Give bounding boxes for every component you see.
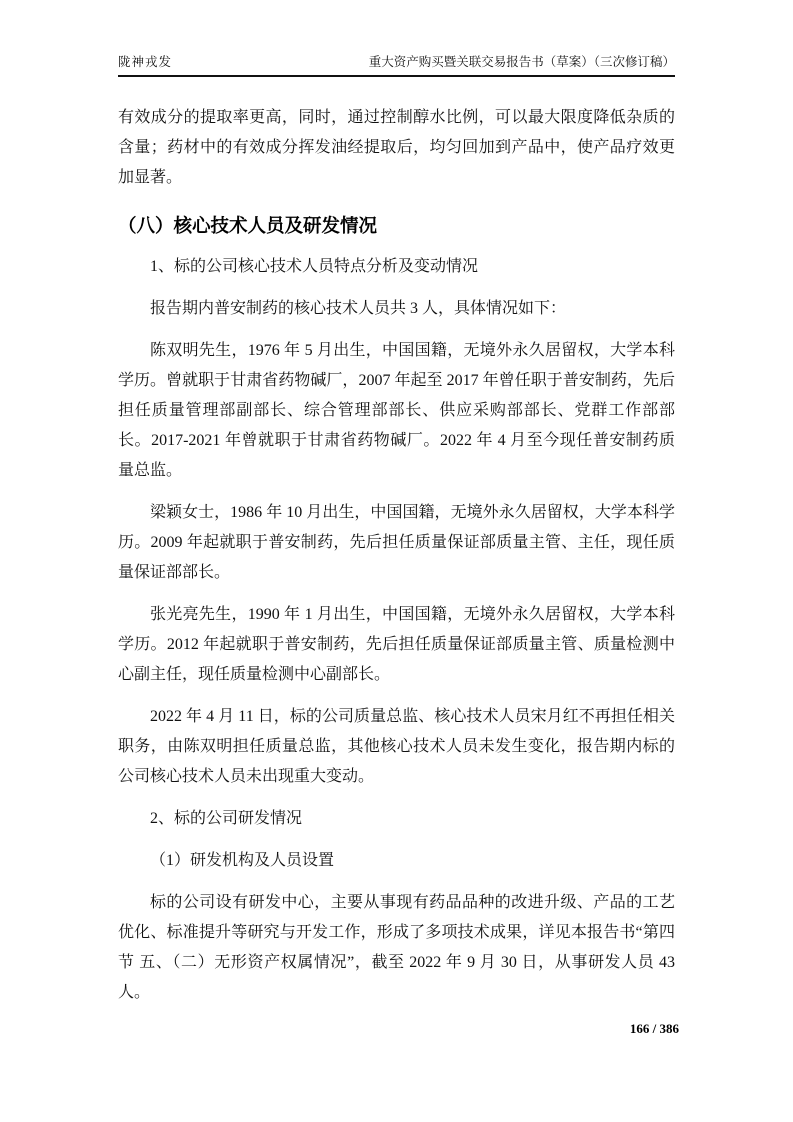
subsection-1-heading: 1、标的公司核心技术人员特点分析及变动情况 <box>150 258 479 275</box>
page-number: 166 / 386 <box>629 1021 679 1036</box>
intro-paragraph: 有效成分的提取率更高，同时，通过控制醇水比例，可以最大限度降低杂质的含量；药材中的有效成分挥发油经提取后，均匀回加到产品中，使产品疗效更加显著。 <box>118 109 675 186</box>
document-body <box>118 103 675 1008</box>
section-heading: （八）核心技术人员及研发情况 <box>118 215 378 236</box>
header-right-title: 重大资产购买暨关联交易报告书（草案）（三次修订稿） <box>368 55 675 69</box>
rd-overview-paragraph: 标的公司设有研发中心，主要从事现有药品品种的改进升级、产品的工艺优化、标准提升等研究与开发工作，形成了多项技术成果，详见本报告书“第四节 五、（二）无形资产权属情况”，截至 2022 年 9 月 30 日，从事研发人员 43 人。 <box>118 894 675 1001</box>
subsection-2-heading: 2、标的公司研发情况 <box>150 810 303 827</box>
overview-paragraph: 报告期内普安制药的核心技术人员共 3 人，具体情况如下： <box>150 300 567 317</box>
item-1-heading: （1）研发机构及人员设置 <box>150 852 335 869</box>
page-header <box>118 54 675 77</box>
chen-bio-paragraph: 陈双明先生，1976 年 5 月出生，中国国籍，无境外永久居留权，大学本科学历。曾就职于甘肃省药物碱厂，2007 年起至 2017 年曾任职于普安制药，先后担任质量管理部副部长、综合管理部部长、供应采购部部长、党群工作部部长。2017-2021 年曾就职于甘肃省药物碱厂。2022 年 4 月至今现任普安制药质量总监。 <box>118 342 675 479</box>
zhang-bio-paragraph: 张光亮先生，1990 年 1 月出生，中国国籍，无境外永久居留权，大学本科学历。2012 年起就职于普安制药，先后担任质量保证部质量主管、质量检测中心副主任，现任质量检测中心副部长。 <box>118 606 675 683</box>
personnel-change-paragraph: 2022 年 4 月 11 日，标的公司质量总监、核心技术人员宋月红不再担任相关职务，由陈双明担任质量总监，其他核心技术人员未发生变化，报告期内标的公司核心技术人员未出现重大变动。 <box>118 708 675 785</box>
header-left-title: 陇神戎发 <box>118 55 173 69</box>
liang-bio-paragraph: 梁颖女士，1986 年 10 月出生，中国国籍，无境外永久居留权，大学本科学历。2009 年起就职于普安制药，先后担任质量保证部质量主管、主任，现任质量保证部部长。 <box>118 504 675 581</box>
